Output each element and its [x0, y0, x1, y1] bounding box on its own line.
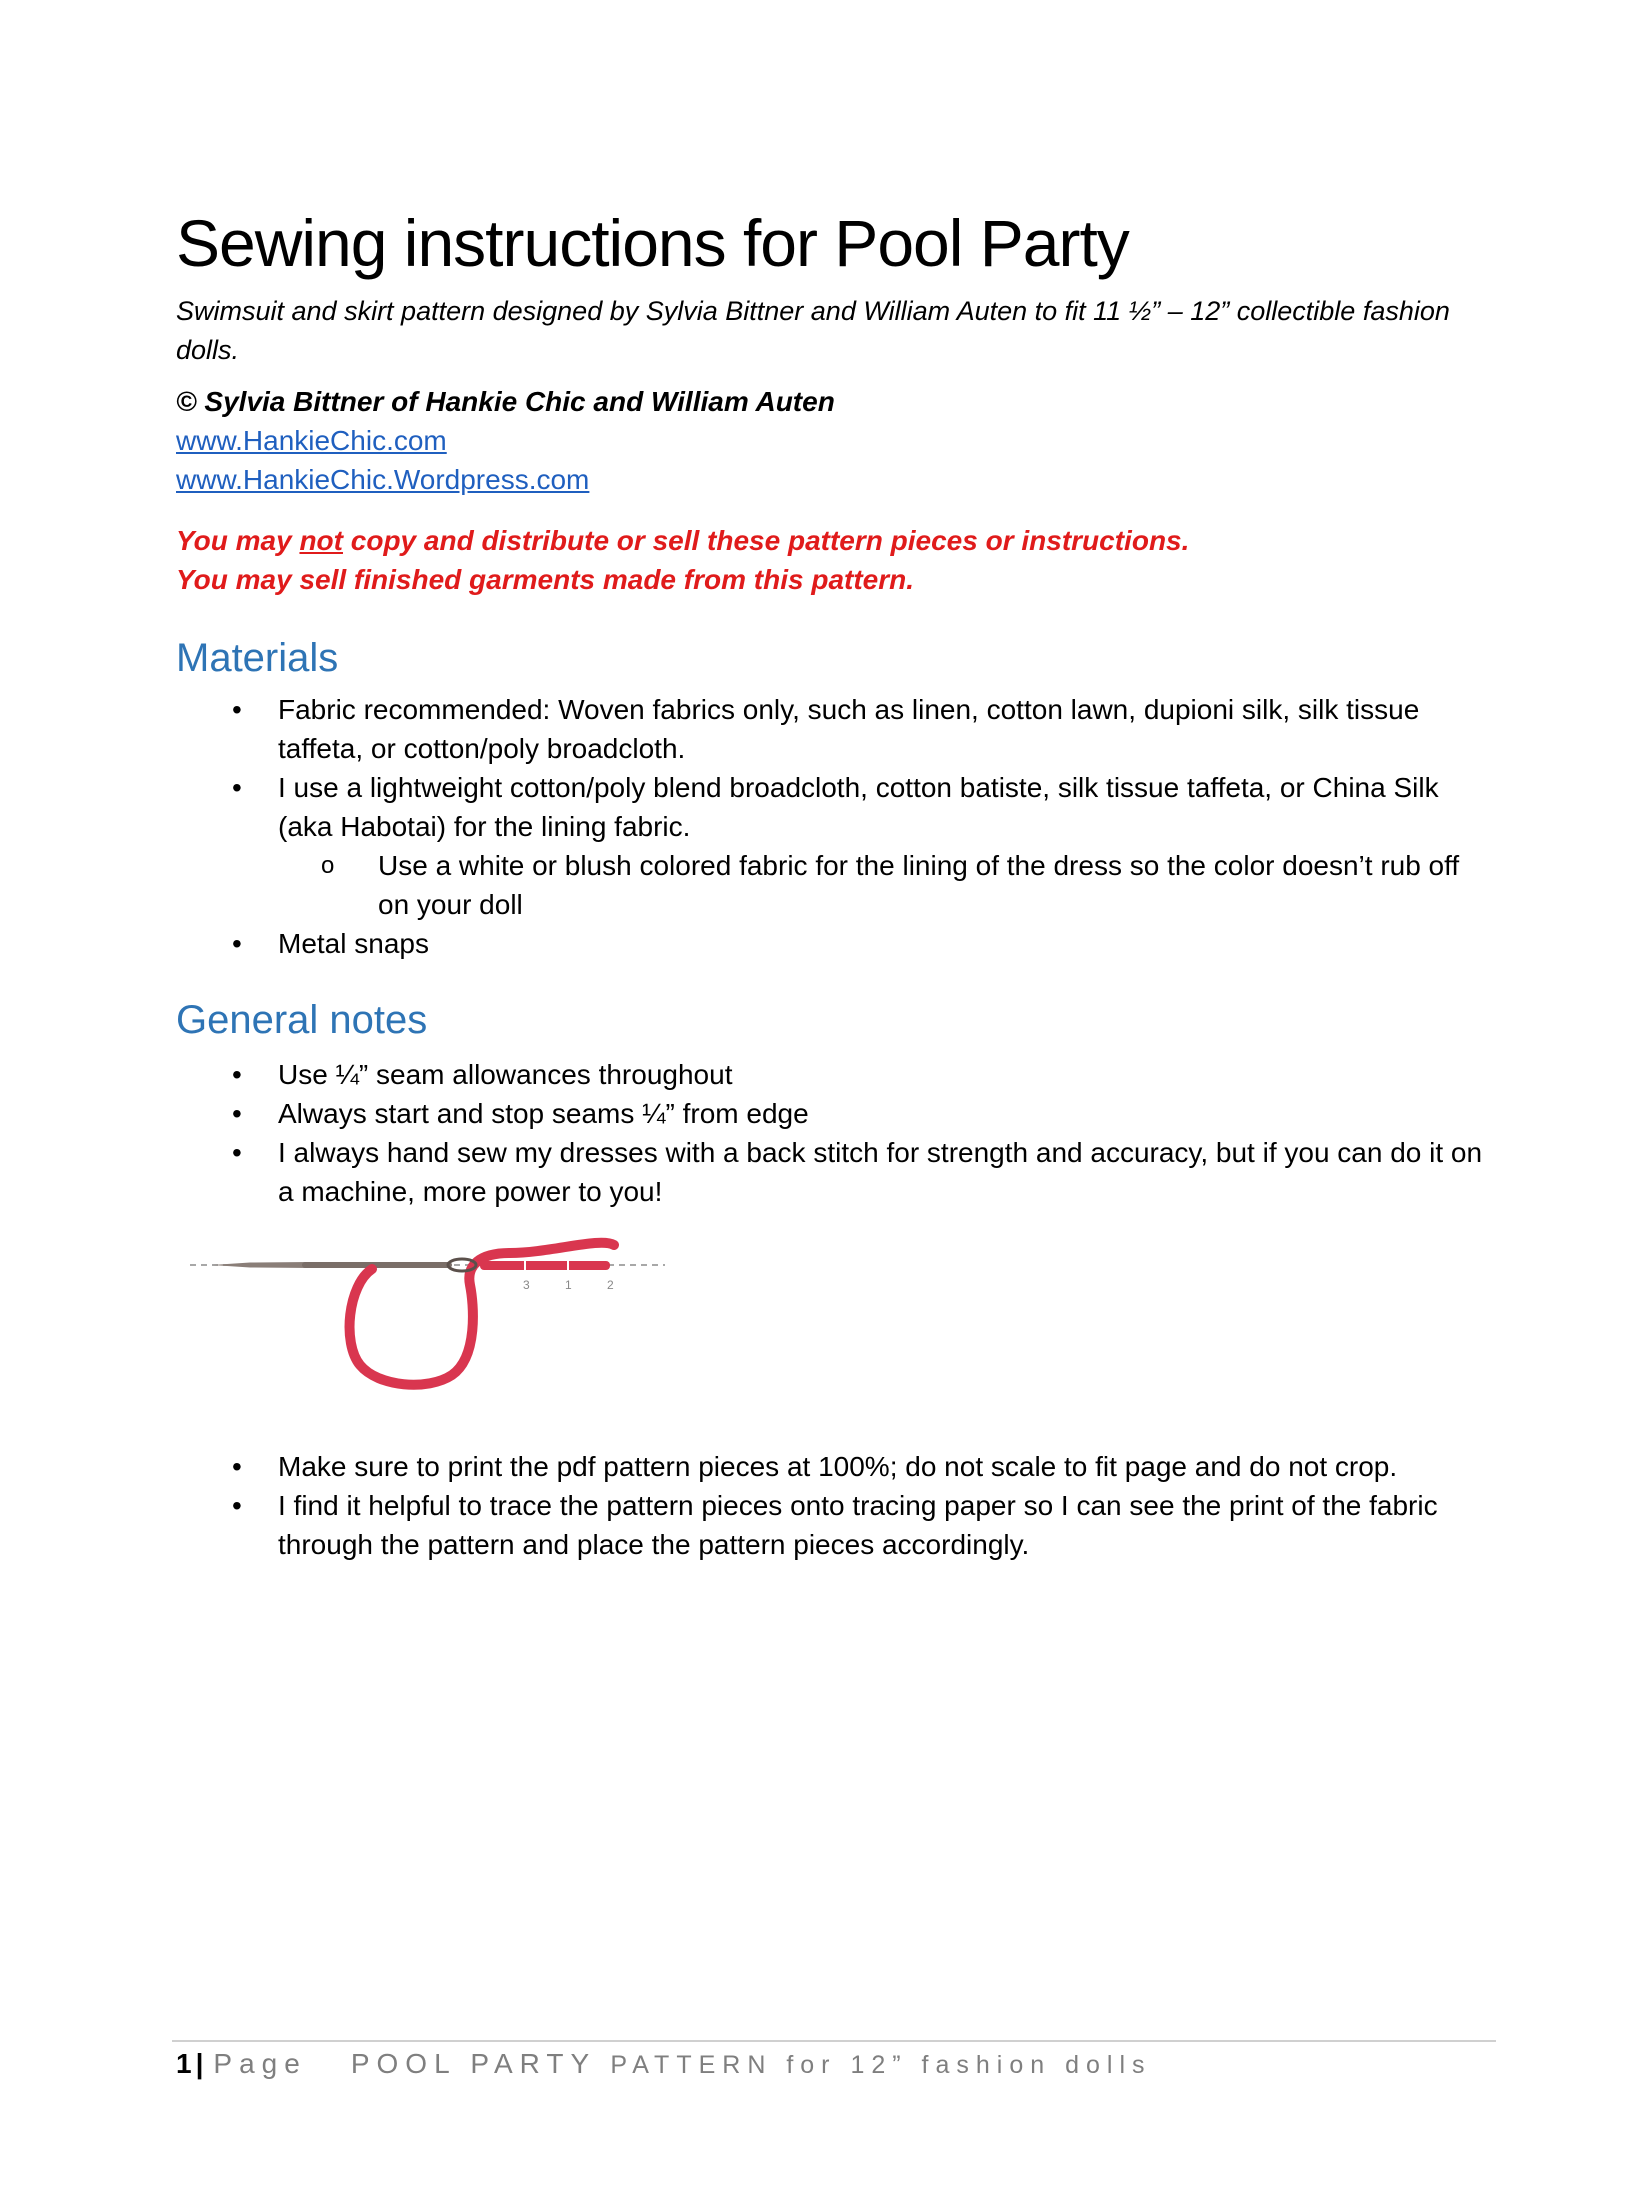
warning-text: copy and distribute or sell these pattern pieces or instructions.	[342, 525, 1190, 556]
footer-title-caps: POOL PARTY	[350, 2048, 596, 2079]
subtitle: Swimsuit and skirt pattern designed by Sylvia Bittner and William Auten to fit 11 ½” – 12” collectible fashion dolls.	[176, 296, 1450, 365]
list-item	[176, 1055, 1496, 1094]
footer-separator: |	[195, 2048, 204, 2079]
back-stitch-illustration	[190, 1225, 670, 1400]
list-item-text: I use a lightweight cotton/poly blend broadcloth, cotton batiste, silk tissue taffeta, or China Silk (aka Habotai) for the lining fabric.	[278, 772, 1439, 842]
sub-bullet-icon: o	[321, 852, 335, 879]
list-item	[176, 768, 1496, 846]
list-item	[176, 1094, 1496, 1133]
page-label: Page	[213, 2048, 307, 2079]
bullet-icon: •	[232, 1451, 242, 1482]
bullet-icon: •	[232, 1059, 242, 1090]
stitch-label-3: 3	[523, 1278, 530, 1292]
list-item-text: Always start and stop seams ¼” from edge	[278, 1098, 809, 1129]
list-item-text: I find it helpful to trace the pattern pieces onto tracing paper so I can see the print of the fabric through the pattern and place the pattern pieces accordingly.	[278, 1490, 1438, 1560]
footer-title	[351, 2048, 1152, 2079]
list-item-text: Metal snaps	[278, 928, 429, 959]
footer-title-rest: PATTERN for 12” fashion dolls	[610, 2051, 1152, 2079]
footer-divider	[172, 2040, 1496, 2042]
list-item	[176, 690, 1496, 768]
list-item-text: Fabric recommended: Woven fabrics only, such as linen, cotton lawn, dupioni silk, silk tissue taffeta, or cotton/poly broadcloth.	[278, 694, 1420, 764]
needle-tip	[212, 1262, 310, 1268]
link-hankiechic[interactable]: www.HankieChic.com	[176, 425, 447, 456]
bullet-icon: •	[232, 1137, 242, 1168]
list-item	[176, 1447, 1496, 1486]
list-item	[176, 846, 1496, 924]
page-footer	[176, 2048, 1152, 2080]
bullet-icon: •	[232, 772, 242, 803]
bullet-icon: •	[232, 694, 242, 725]
general-notes-list-continued	[176, 1447, 1496, 1564]
list-item-text: Use a white or blush colored fabric for the lining of the dress so the color doesn’t rub off on your doll	[378, 850, 1460, 920]
link-hankiechic-wordpress[interactable]: www.HankieChic.Wordpress.com	[176, 464, 590, 495]
page-title: Sewing instructions for Pool Party	[176, 206, 1129, 280]
copyright-line: © Sylvia Bittner of Hankie Chic and William Auten	[176, 386, 835, 417]
list-item	[176, 924, 1496, 963]
bullet-icon: •	[232, 1490, 242, 1521]
stitch-label-2: 2	[607, 1278, 614, 1292]
warning-text: You may	[176, 525, 300, 556]
page-number: 1	[176, 2048, 192, 2079]
bullet-icon: •	[232, 928, 242, 959]
materials-heading: Materials	[176, 636, 339, 680]
stitches	[480, 1261, 610, 1270]
stitch-label-1: 1	[565, 1278, 572, 1292]
warning-line-1	[176, 525, 1189, 557]
list-item-text: Use ¼” seam allowances throughout	[278, 1059, 733, 1090]
list-item-text: Make sure to print the pdf pattern pieces at 100%; do not scale to fit page and do not crop.	[278, 1451, 1398, 1482]
bullet-icon: •	[232, 1098, 242, 1129]
list-item	[176, 1486, 1496, 1564]
list-item	[176, 1133, 1496, 1211]
list-item-text: I always hand sew my dresses with a back stitch for strength and accuracy, but if you can do it on a machine, more power to you!	[278, 1137, 1483, 1207]
needle-shaft	[302, 1262, 452, 1268]
general-notes-list	[176, 1055, 1496, 1211]
warning-emphasis: not	[299, 525, 343, 556]
materials-list	[176, 690, 1496, 963]
general-notes-heading: General notes	[176, 998, 428, 1042]
warning-line-2: You may sell finished garments made from this pattern.	[176, 564, 915, 595]
